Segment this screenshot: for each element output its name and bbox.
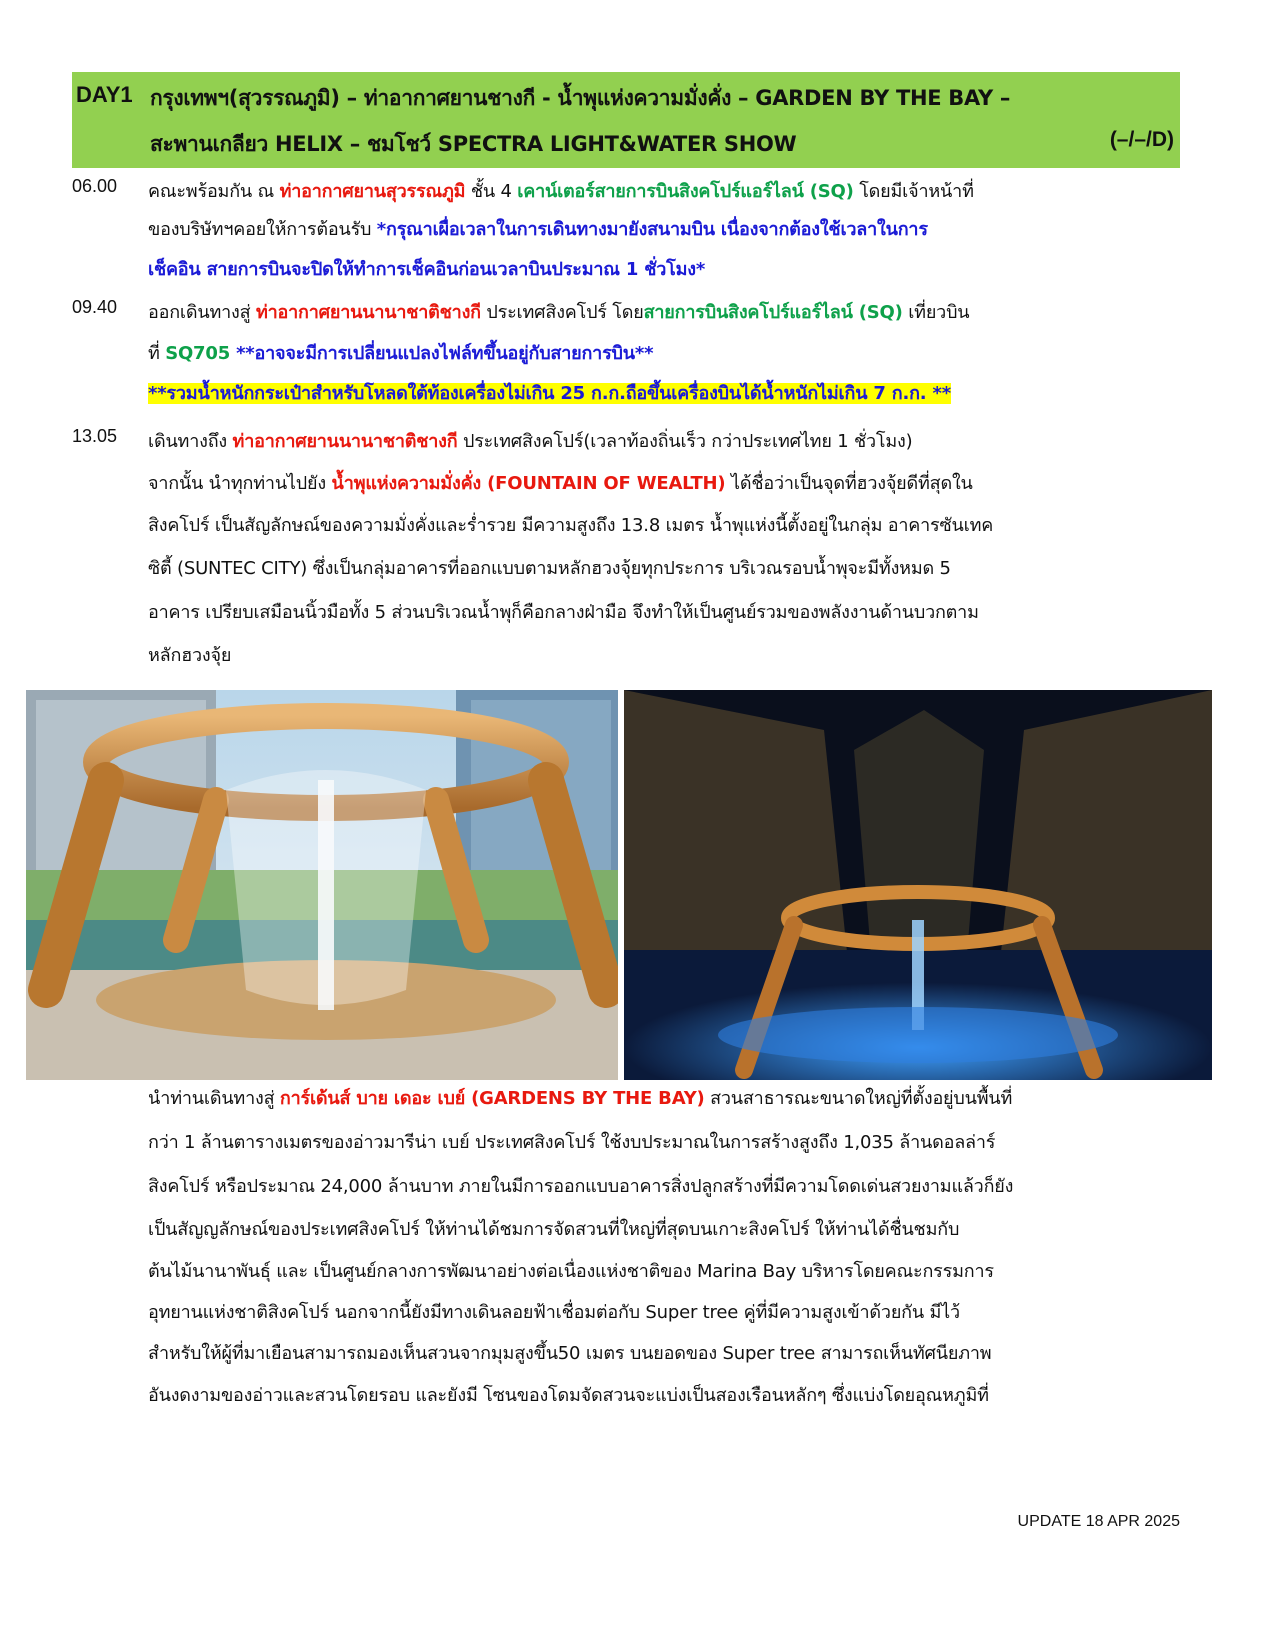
entry-0940-line3 bbox=[148, 378, 1180, 407]
entry-gardens-line5: ต้นไม้นานาพันธุ์ และ เป็นศูนย์กลางการพัฒนาอย่างต่อเนื่องแห่งชาติของ Marina Bay บริหารโดยคณะกรรมการ bbox=[148, 1261, 994, 1282]
time-0600: 06.00 bbox=[72, 176, 118, 196]
text: ชั้น 4 bbox=[465, 181, 518, 202]
gardens-by-the-bay: การ์เด้นส์ บาย เดอะ เบย์ (GARDENS BY THE BAY) bbox=[279, 1088, 705, 1109]
entry-1305-line1 bbox=[148, 426, 1180, 455]
entry-0600-line2 bbox=[148, 214, 1180, 243]
time-0940: 09.40 bbox=[72, 297, 118, 317]
checkin-note: *กรุณาเผื่อเวลาในการเดินทางมายังสนามบิน เนื่องจากต้องใช้เวลาในการ bbox=[376, 219, 928, 240]
update-footer: UPDATE 18 APR 2025 bbox=[1017, 1513, 1180, 1530]
entry-1305-line5: อาคาร เปรียบเสมือนนิ้วมือทั้ง 5 ส่วนบริเวณน้ำพุก็คือกลางฝ่ามือ จึงทำให้เป็นศูนย์รวมของพลังงานด้านบวกตาม bbox=[148, 602, 979, 623]
text: ของบริษัทฯคอยให้การต้อนรับ bbox=[148, 219, 377, 240]
text: จากนั้น นำทุกท่านไปยัง bbox=[148, 473, 332, 494]
flight-note: **อาจจะมีการเปลี่ยนแปลงไฟล์ทขึ้นอยู่กับสายการบิน** bbox=[230, 343, 654, 364]
text: สวนสาธารณะขนาดใหญ่ที่ตั้งอยู่บนพื้นที่ bbox=[704, 1088, 1013, 1109]
airport-changi: ท่าอากาศยานนานาชาติชางกี bbox=[232, 431, 458, 452]
airport-changi: ท่าอากาศยานนานาชาติชางกี bbox=[255, 302, 481, 323]
entry-0600-line1 bbox=[148, 176, 1180, 205]
entry-gardens-line3: สิงคโปร์ หรือประมาณ 24,000 ล้านบาท ภายในมีการออกแบบอาคารสิ่งปลูกสร้างที่มีความโดดเด่นสวยงามแล้วก็ยัง bbox=[148, 1176, 1014, 1197]
day-title-line1: กรุงเทพฯ(สุวรรณภูมิ) – ท่าอากาศยานชางกี - น้ำพุแห่งความมั่งคั่ง – GARDEN BY THE BAY – bbox=[150, 86, 1011, 110]
entry-0940-line1 bbox=[148, 297, 1180, 326]
day-label: DAY1 bbox=[76, 82, 133, 107]
entry-0600-line3: เช็คอิน สายการบินจะปิดให้ทำการเช็คอินก่อนเวลาบินประมาณ 1 ชั่วโมง* bbox=[148, 259, 706, 280]
fountain-night-photo bbox=[624, 690, 1212, 1080]
entry-gardens-line1 bbox=[148, 1083, 1180, 1112]
fountain-of-wealth: น้ำพุแห่งความมั่งคั่ง (FOUNTAIN OF WEALTH) bbox=[331, 473, 726, 494]
text: เดินทางถึง bbox=[148, 431, 233, 452]
text: ที่ bbox=[148, 343, 166, 364]
entry-1305-line6: หลักฮวงจุ้ย bbox=[148, 645, 232, 666]
entry-1305-line3: สิงคโปร์ เป็นสัญลักษณ์ของความมั่งคั่งและร่ำรวย มีความสูงถึง 13.8 เมตร น้ำพุแห่งนี้ตั้งอยู่ในกลุ่ม อาคารซันเทค bbox=[148, 515, 994, 536]
entry-gardens-line2: กว่า 1 ล้านตารางเมตรของอ่าวมารีน่า เบย์ ประเทศสิงคโปร์ ใช้งบประมาณในการสร้างสูงถึง 1,035 ล้านดอลล่าร์ bbox=[148, 1132, 996, 1153]
meals-indicator: (–/–/D) bbox=[1109, 128, 1174, 151]
baggage-note: **รวมน้ำหนักกระเป๋าสำหรับโหลดใต้ท้องเครื่องไม่เกิน 25 ก.ก.ถือขึ้นเครื่องบินได้น้ำหนักไม่เกิน 7 ก.ก. ** bbox=[148, 383, 951, 404]
text: ออกเดินทางสู่ bbox=[148, 302, 256, 323]
text: โดยมีเจ้าหน้าที่ bbox=[853, 181, 974, 202]
airport-suvarnabhumi: ท่าอากาศยานสุวรรณภูมิ bbox=[279, 181, 466, 202]
entry-gardens-line7: สำหรับให้ผู้ที่มาเยือนสามารถมองเห็นสวนจากมุมสูงขึ้น50 เมตร บนยอดของ Super tree สามารถเห็นทัศนียภาพ bbox=[148, 1343, 992, 1364]
day-title-line2: สะพานเกลียว HELIX – ชมโชว์ SPECTRA LIGHT&WATER SHOW bbox=[150, 132, 797, 156]
text: ได้ชื่อว่าเป็นจุดที่ฮวงจุ้ยดีที่สุดใน bbox=[725, 473, 973, 494]
text: ประเทศสิงคโปร์ โดย bbox=[480, 302, 644, 323]
flight-number: SQ705 bbox=[165, 343, 231, 364]
day-header bbox=[72, 72, 1180, 168]
entry-gardens-line6: อุทยานแห่งชาติสิงคโปร์ นอกจากนี้ยังมีทางเดินลอยฟ้าเชื่อมต่อกับ Super tree คู่ที่มีความสูงเข้าด้วยกัน มีไว้ bbox=[148, 1302, 960, 1323]
entry-0940-line2 bbox=[148, 338, 1180, 367]
time-1305: 13.05 bbox=[72, 426, 118, 446]
entry-gardens-line8: อันงดงามของอ่าวและสวนโดยรอบ และยังมี โซนของโดมจัดสวนจะแบ่งเป็นสองเรือนหลักๆ ซึ่งแบ่งโดยอุณหภูมิที่ bbox=[148, 1385, 989, 1406]
entry-1305-line2 bbox=[148, 468, 1180, 497]
text: ประเทศสิงคโปร์(เวลาท้องถิ่นเร็ว กว่าประเทศไทย 1 ชั่วโมง) bbox=[457, 431, 913, 452]
text: นำท่านเดินทางสู่ bbox=[148, 1088, 280, 1109]
airline-name: สายการบินสิงคโปร์แอร์ไลน์ (SQ) bbox=[643, 302, 903, 323]
entry-1305-line4: ซิตี้ (SUNTEC CITY) ซึ่งเป็นกลุ่มอาคารที่ออกแบบตามหลักฮวงจุ้ยทุกประการ บริเวณรอบน้ำพุจะมีทั้งหมด 5 bbox=[148, 558, 951, 579]
text: คณะพร้อมกัน ณ bbox=[148, 181, 280, 202]
entry-gardens-line4: เป็นสัญญลักษณ์ของประเทศสิงคโปร์ ให้ท่านได้ชมการจัดสวนที่ใหญ่ที่สุดบนเกาะสิงคโปร์ ให้ท่านได้ชื่นชมกับ bbox=[148, 1219, 960, 1240]
airline-counter: เคาน์เตอร์สายการบินสิงคโปร์แอร์ไลน์ (SQ) bbox=[517, 181, 854, 202]
text: เที่ยวบิน bbox=[902, 302, 970, 323]
fountain-day-photo bbox=[26, 690, 618, 1080]
